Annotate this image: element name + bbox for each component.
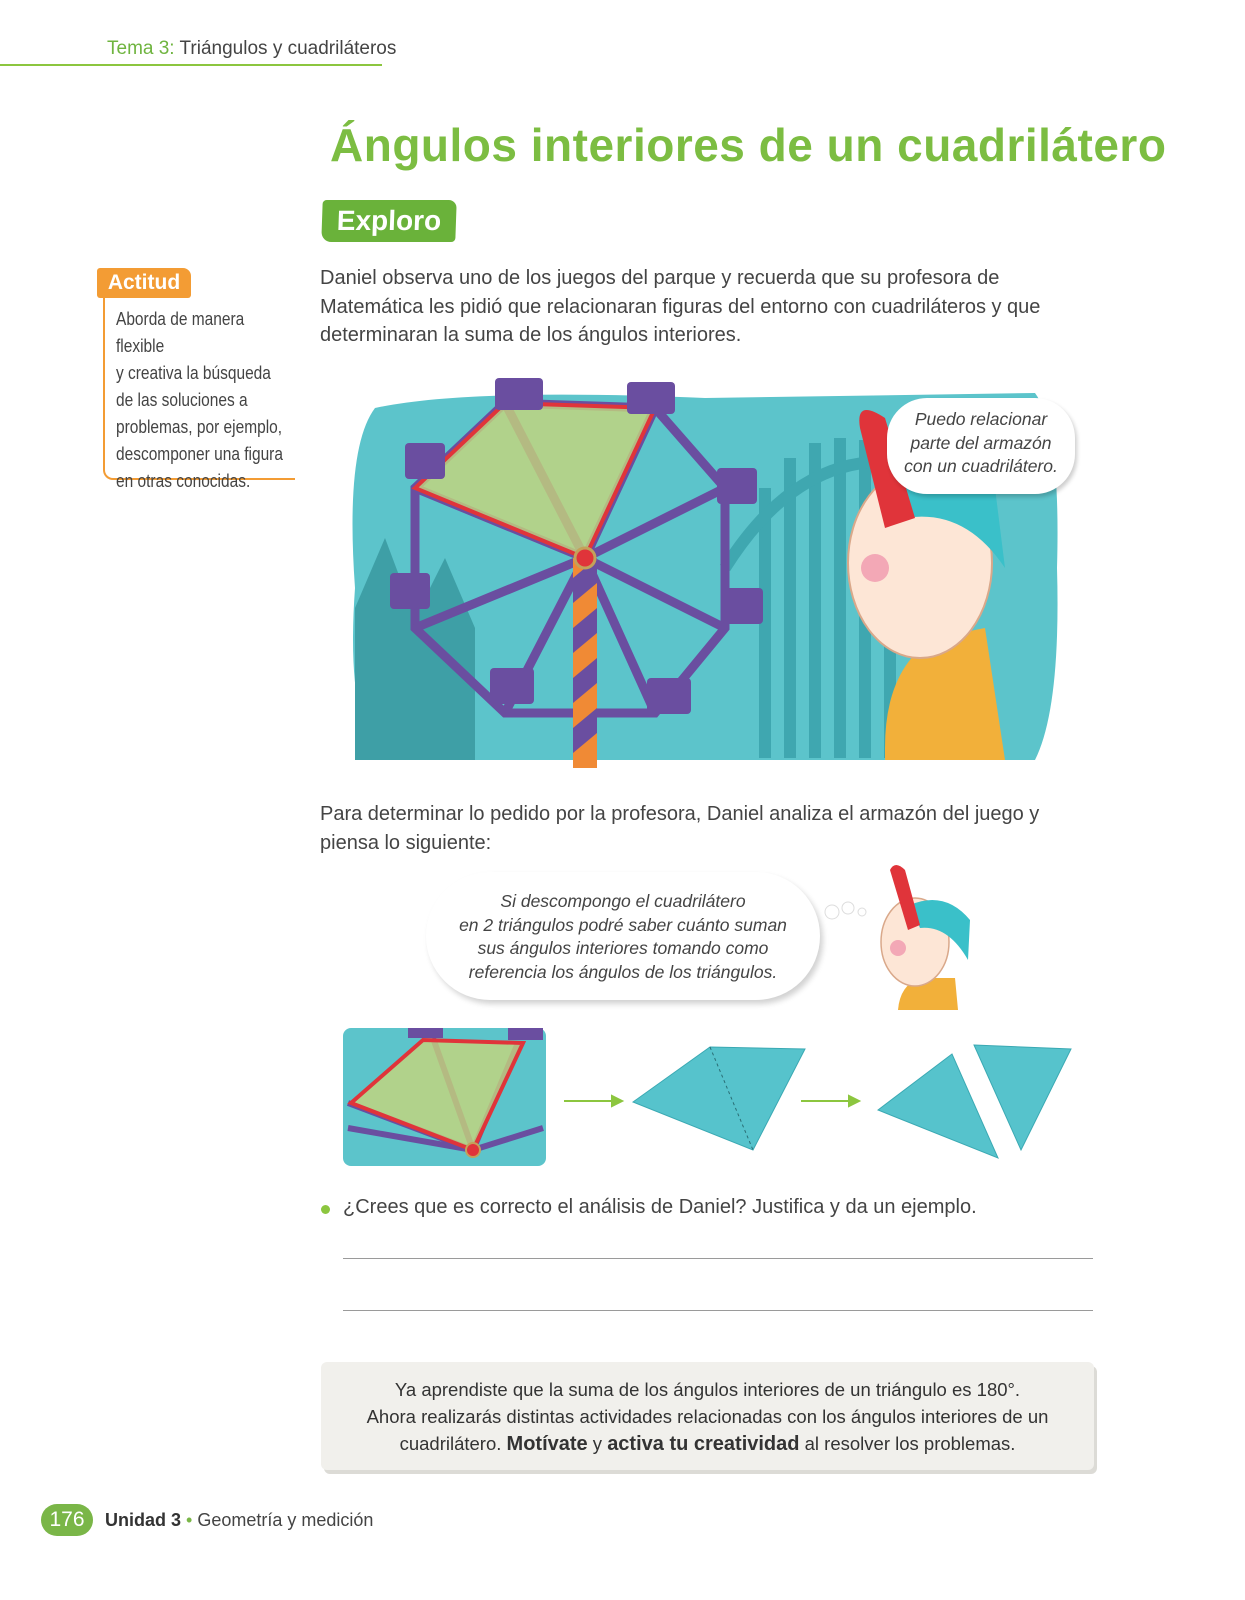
note-line-3 <box>321 1430 1094 1458</box>
quadrilateral-shape <box>633 1047 805 1150</box>
triangle-right-shape <box>974 1045 1071 1150</box>
note-emphasis-creativity: activa tu creatividad <box>607 1433 800 1455</box>
bullet-icon <box>321 1205 330 1214</box>
thought-line: sus ángulos interiores tomando como <box>477 938 769 958</box>
header-rule <box>0 64 382 66</box>
triangle-left-shape <box>878 1054 998 1158</box>
tema-topic: Triángulos y cuadriláteros <box>179 38 397 59</box>
intro-paragraph: Daniel observa uno de los juegos del parque y recuerda que su profesora de Matemática les pidió que relacionaran figuras del entorno con cuadriláteros y que determinaran la suma de los ángulos interiores. <box>320 267 1041 346</box>
actitud-text <box>116 306 288 495</box>
actitud-line: Aborda de manera flexible <box>116 309 245 356</box>
answer-line-1[interactable] <box>343 1258 1093 1259</box>
speech-line: parte del armazón <box>910 432 1052 453</box>
quadrilateral-frame-photo <box>343 1028 546 1166</box>
arrow-right-icon <box>801 1096 859 1106</box>
note-text-span: al resolver los problemas. <box>804 1433 1016 1454</box>
footer <box>105 1510 373 1531</box>
note-emphasis-motivate: Motívate <box>506 1433 588 1455</box>
running-header <box>107 38 396 60</box>
speech-bubble <box>887 398 1075 494</box>
thought-bubble <box>426 872 820 1000</box>
actitud-label: Actitud <box>97 268 191 298</box>
arrow-right-icon <box>564 1096 622 1106</box>
note-text-span: y <box>592 1433 603 1454</box>
footer-unit: Unidad 3 <box>105 1510 182 1530</box>
footer-separator: • <box>186 1510 193 1530</box>
answer-line-2[interactable] <box>343 1310 1093 1311</box>
actitud-line: en otras conocidas. <box>116 471 251 491</box>
thought-line: referencia los ángulos de los triángulos. <box>468 961 778 982</box>
analysis-paragraph: Para determinar lo pedido por la profesora, Daniel analiza el armazón del juego y piensa lo siguiente: <box>320 803 1040 854</box>
note-line-2: Ahora realizarás distintas actividades relacionadas con los ángulos interiores de un <box>366 1406 1049 1427</box>
boy-thinking-illustration <box>820 860 970 1010</box>
note-text <box>321 1376 1094 1458</box>
speech-line: con un cuadrilátero. <box>904 456 1058 476</box>
actitud-line: de las soluciones a <box>116 390 248 410</box>
section-tab-exploro: Exploro <box>321 200 456 242</box>
note-line-1: Ya aprendiste que la suma de los ángulos interiores de un triángulo es 180°. <box>394 1379 1021 1400</box>
actitud-line: problemas, por ejemplo, <box>116 417 283 437</box>
decomposition-diagram <box>560 1040 1080 1160</box>
actitud-line: y creativa la búsqueda <box>116 363 271 383</box>
page-title: Ángulos interiores de un cuadrilátero <box>330 119 1167 171</box>
actitud-line: descomponer una figura <box>116 444 283 464</box>
thought-line: Si descompongo el cuadrilátero <box>500 891 746 911</box>
question-text: ¿Crees que es correcto el análisis de Daniel? Justifica y da un ejemplo. <box>343 1196 977 1218</box>
footer-subject: Geometría y medición <box>197 1510 374 1530</box>
note-text-span: cuadrilátero. <box>399 1433 502 1454</box>
page-number: 176 <box>41 1504 93 1536</box>
thought-line: en 2 triángulos podré saber cuánto suman <box>459 914 787 935</box>
speech-line: Puedo relacionar <box>914 409 1048 429</box>
tema-label: Tema 3: <box>107 38 175 59</box>
